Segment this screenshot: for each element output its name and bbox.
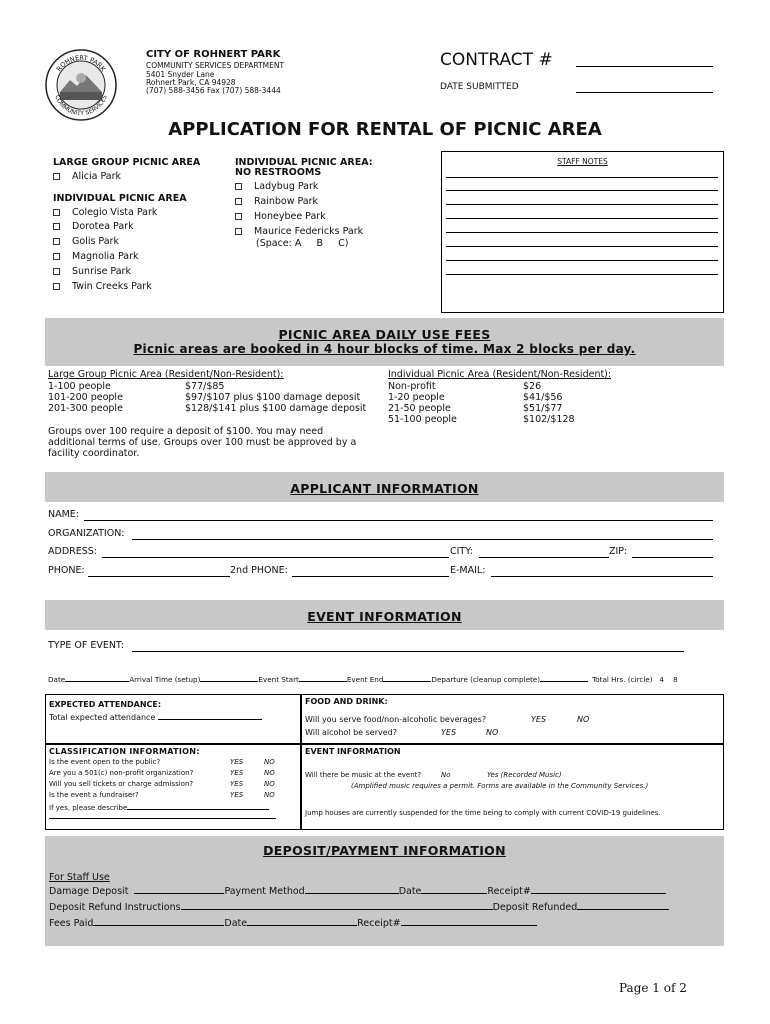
departure-label: Departure (cleanup complete)	[431, 675, 541, 684]
fee-note: additional terms of use. Groups over 100 must be approved by a	[48, 437, 357, 448]
staff-notes-line[interactable]	[446, 260, 718, 261]
date-submitted-label: DATE SUBMITTED	[440, 82, 519, 92]
event-times-row	[48, 671, 678, 684]
email-label: E-MAIL:	[450, 565, 486, 576]
phone2-input[interactable]	[292, 576, 449, 577]
checkbox-icon[interactable]	[53, 173, 60, 180]
individual-fee-price: $26	[523, 381, 542, 392]
fee-note: facility coordinator.	[48, 448, 140, 459]
checkbox-icon[interactable]	[235, 183, 242, 190]
date-label: Date	[398, 886, 422, 897]
checkbox-honeybee[interactable]	[235, 211, 326, 222]
staff-notes-line[interactable]	[446, 190, 718, 191]
class-question: Is the event a fundraiser?	[49, 791, 139, 799]
page-number: Page 1 of 2	[619, 981, 687, 995]
class-yes[interactable]: YES	[230, 758, 244, 766]
food-heading: FOOD AND DRINK:	[305, 697, 388, 706]
arrival-input[interactable]	[200, 671, 258, 682]
checkbox-twin-creeks[interactable]	[53, 281, 152, 292]
class-question: Are you a 501(c) non-profit organization?	[49, 769, 194, 777]
area-label: Alicia Park	[72, 171, 122, 182]
music-question: Will there be music at the event?	[305, 771, 422, 779]
staff-notes-line[interactable]	[446, 218, 718, 219]
attendance-heading: EXPECTED ATTENDANCE:	[49, 700, 162, 709]
zip-label: ZIP:	[609, 546, 628, 557]
fees-title: PICNIC AREA DAILY USE FEES	[278, 327, 491, 342]
area-label: Maurice Federicks Park	[254, 226, 364, 237]
email-input[interactable]	[491, 576, 713, 577]
date-submitted-field[interactable]	[576, 92, 713, 93]
phone-label: PHONE:	[48, 565, 85, 576]
food-yes[interactable]: YES	[531, 715, 547, 724]
norest-heading-1: INDIVIDUAL PICNIC AREA:	[235, 157, 373, 168]
event-type-label: TYPE OF EVENT:	[48, 640, 124, 651]
staff-notes-line[interactable]	[446, 274, 718, 275]
class-yes[interactable]: YES	[230, 769, 244, 777]
class-yes[interactable]: YES	[230, 780, 244, 788]
checkbox-icon[interactable]	[235, 198, 242, 205]
phone-input[interactable]	[88, 576, 230, 577]
individual-fee-label: 1-20 people	[388, 392, 445, 403]
deposit-row-2	[49, 899, 669, 913]
class-no[interactable]: NO	[264, 780, 275, 788]
area-label: Dorotea Park	[72, 221, 134, 232]
class-question: Will you sell tickets or charge admission?	[49, 780, 194, 788]
fees-subtitle: Picnic areas are booked in 4 hour blocks of time. Max 2 blocks per day.	[133, 342, 636, 356]
event-start-input[interactable]	[299, 671, 347, 682]
name-label: NAME:	[48, 509, 80, 520]
checkbox-ladybug[interactable]	[235, 181, 318, 192]
applicant-band	[45, 472, 724, 502]
name-input[interactable]	[84, 520, 713, 521]
food-no[interactable]: NO	[577, 715, 590, 724]
individual-fee-price: $102/$128	[523, 414, 575, 425]
area-label: Twin Creeks Park	[72, 281, 152, 292]
receipt-input[interactable]	[531, 883, 666, 894]
deposit-row-3	[49, 915, 537, 929]
date-input[interactable]	[421, 883, 487, 894]
event-type-input[interactable]	[132, 651, 684, 652]
alcohol-question: Will alcohol be served?	[305, 728, 397, 737]
checkbox-icon[interactable]	[53, 238, 60, 245]
city-label: CITY:	[450, 546, 473, 557]
staff-notes-label: STAFF NOTES	[557, 157, 608, 166]
area-label: Magnolia Park	[72, 251, 139, 262]
checkbox-icon[interactable]	[235, 228, 242, 235]
attendance-total-label: Total expected attendance	[49, 713, 156, 722]
event-info-box	[301, 744, 724, 830]
receipt-input[interactable]	[401, 915, 537, 926]
attendance-input[interactable]	[158, 711, 262, 720]
large-fee-label: 1-100 people	[48, 381, 111, 392]
classification-heading: CLASSIFICATION INFORMATION:	[49, 747, 200, 756]
damage-deposit-label: Damage Deposit	[49, 886, 129, 897]
address-line-1: 5401 Snyder Lane	[146, 70, 215, 79]
fees-paid-input[interactable]	[93, 915, 224, 926]
arrival-label: Arrival Time (setup)	[129, 675, 201, 684]
describe-input-2[interactable]	[49, 818, 276, 819]
checkbox-icon[interactable]	[53, 268, 60, 275]
large-group-heading: LARGE GROUP PICNIC AREA	[53, 157, 201, 168]
fees-paid-label: Fees Paid	[49, 918, 94, 929]
norest-heading-2: NO RESTROOMS	[235, 167, 322, 178]
music-no[interactable]: No	[441, 771, 451, 779]
staff-notes-line[interactable]	[446, 204, 718, 205]
describe-input[interactable]	[127, 802, 269, 810]
department-name: COMMUNITY SERVICES DEPARTMENT	[146, 61, 285, 70]
departure-input[interactable]	[540, 671, 588, 682]
checkbox-colegio-vista[interactable]	[53, 207, 157, 218]
describe-row	[49, 802, 269, 812]
large-fee-heading: Large Group Picnic Area (Resident/Non-Resident):	[48, 369, 284, 380]
deposit-title: DEPOSIT/PAYMENT INFORMATION	[263, 843, 506, 858]
individual-heading: INDIVIDUAL PICNIC AREA	[53, 193, 187, 204]
svg-text:COMMUNITY SERVICES: COMMUNITY SERVICES	[53, 94, 109, 118]
address-line-2: Rohnert Park, CA 94928	[146, 78, 236, 87]
staff-notes-line[interactable]	[446, 177, 718, 178]
large-fee-price: $128/$141 plus $100 damage deposit	[185, 403, 367, 414]
individual-fee-price: $51/$77	[523, 403, 563, 414]
amplified-note: (Amplified music requires a permit. Forms are available in the Community Services.)	[351, 782, 649, 790]
music-yes[interactable]: Yes (Recorded Music)	[487, 771, 562, 779]
class-question: Is the event open to the public?	[49, 758, 161, 766]
staff-notes-box	[441, 151, 724, 313]
large-fee-label: 201-300 people	[48, 403, 123, 414]
class-no[interactable]: NO	[264, 791, 275, 799]
total-hours-label[interactable]: Total Hrs. (circle) 4 8	[592, 675, 678, 684]
area-label: Sunrise Park	[72, 266, 131, 277]
checkbox-sunrise[interactable]	[53, 266, 131, 277]
event-band	[45, 600, 724, 630]
date-label: Date	[48, 675, 66, 684]
address-label: ADDRESS:	[48, 546, 97, 557]
zip-input[interactable]	[632, 557, 713, 558]
staff-use-label: For Staff Use	[49, 872, 110, 883]
applicant-title: APPLICANT INFORMATION	[290, 481, 479, 496]
receipt-label: Receipt#	[357, 918, 401, 929]
individual-fee-label: 21-50 people	[388, 403, 451, 414]
fee-note: Groups over 100 require a deposit of $100. You may need	[48, 426, 324, 437]
city-input[interactable]	[479, 557, 609, 558]
individual-fee-label: 51-100 people	[388, 414, 457, 425]
checkbox-magnolia[interactable]	[53, 251, 139, 262]
food-question: Will you serve food/non-alcoholic beverages?	[305, 715, 487, 724]
date-label: Date	[224, 918, 248, 929]
staff-notes-line[interactable]	[446, 232, 718, 233]
phone-fax: (707) 588-3456 Fax (707) 588-3444	[146, 86, 281, 95]
refund-instructions-input[interactable]	[181, 899, 493, 910]
organization-label: ORGANIZATION:	[48, 528, 125, 539]
deposit-refunded-label: Deposit Refunded	[492, 902, 578, 913]
jump-house-note: Jump houses are currently suspended for the time being to comply with current COVID-19 guidelines.	[305, 809, 661, 817]
phone2-label: 2nd PHONE:	[230, 565, 288, 576]
staff-notes-line[interactable]	[446, 246, 718, 247]
event-start-label: Event Start	[258, 675, 299, 684]
date-input[interactable]	[65, 671, 129, 682]
event-end-input[interactable]	[383, 671, 431, 682]
checkbox-maurice-federicks[interactable]	[235, 226, 363, 237]
date-input[interactable]	[247, 915, 357, 926]
area-label: Colegio Vista Park	[72, 207, 158, 218]
address-input[interactable]	[102, 557, 449, 558]
event-info-heading: EVENT INFORMATION	[305, 747, 401, 756]
space-options[interactable]: (Space: A B C)	[256, 238, 349, 249]
class-no[interactable]: NO	[264, 769, 275, 777]
class-yes[interactable]: YES	[230, 791, 244, 799]
checkbox-golis[interactable]	[53, 236, 119, 247]
payment-method-label: Payment Method	[224, 886, 305, 897]
checkbox-icon[interactable]	[53, 223, 60, 230]
attendance-row	[49, 711, 262, 722]
area-label: Ladybug Park	[254, 181, 319, 192]
checkbox-icon[interactable]	[53, 209, 60, 216]
large-fee-label: 101-200 people	[48, 392, 123, 403]
area-label: Honeybee Park	[254, 211, 326, 222]
area-label: Rainbow Park	[254, 196, 319, 207]
damage-deposit-input[interactable]	[134, 883, 224, 894]
alcohol-yes[interactable]: YES	[441, 728, 457, 737]
event-title: EVENT INFORMATION	[307, 609, 462, 624]
describe-label: If yes, please describe	[49, 804, 128, 812]
attendance-box	[45, 694, 301, 744]
deposit-row-1	[49, 883, 666, 897]
refund-instructions-label: Deposit Refund Instructions	[49, 902, 181, 913]
individual-fee-label: Non-profit	[388, 381, 436, 392]
checkbox-alicia-park[interactable]	[53, 171, 121, 182]
city-name: CITY OF ROHNERT PARK	[146, 49, 281, 60]
city-seal	[44, 48, 118, 122]
fees-band	[45, 318, 724, 366]
individual-fee-heading: Individual Picnic Area (Resident/Non-Resident):	[388, 369, 612, 380]
checkbox-icon[interactable]	[235, 213, 242, 220]
contract-field[interactable]	[576, 66, 713, 67]
organization-input[interactable]	[132, 539, 713, 540]
page-title: APPLICATION FOR RENTAL OF PICNIC AREA	[168, 119, 602, 140]
event-end-label: Event End	[346, 675, 384, 684]
checkbox-icon[interactable]	[53, 253, 60, 260]
checkbox-icon[interactable]	[53, 283, 60, 290]
food-box	[301, 694, 724, 744]
large-fee-price: $77/$85	[185, 381, 225, 392]
checkbox-rainbow[interactable]	[235, 196, 318, 207]
individual-fee-price: $41/$56	[523, 392, 563, 403]
contract-label: CONTRACT #	[440, 50, 553, 70]
svg-text:ROHNERT PARK: ROHNERT PARK	[54, 53, 108, 73]
large-fee-price: $97/$107 plus $100 damage deposit	[185, 392, 361, 403]
class-no[interactable]: NO	[264, 758, 275, 766]
payment-method-input[interactable]	[305, 883, 399, 894]
area-label: Golis Park	[72, 236, 119, 247]
checkbox-dorotea[interactable]	[53, 221, 134, 232]
classification-box	[45, 744, 301, 830]
deposit-refunded-input[interactable]	[577, 899, 669, 910]
receipt-label: Receipt#	[487, 886, 531, 897]
alcohol-no[interactable]: NO	[486, 728, 499, 737]
